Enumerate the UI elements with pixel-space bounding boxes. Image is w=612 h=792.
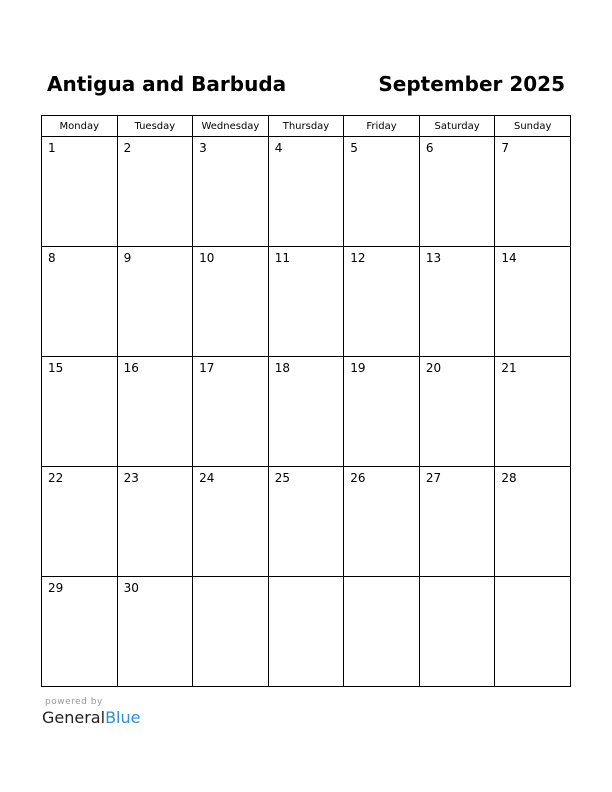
day-cell [193, 467, 269, 577]
calendar-grid [41, 115, 571, 687]
day-cell [495, 137, 571, 247]
day-number: 7 [501, 141, 510, 155]
day-number: 20 [425, 361, 442, 375]
day-number [495, 577, 570, 581]
weekday-header: Friday [344, 116, 420, 137]
day-cell [495, 577, 571, 687]
day-cell [117, 247, 193, 357]
day-cell [419, 577, 495, 687]
day-cell [344, 467, 420, 577]
day-number: 17 [199, 361, 215, 375]
day-number: 28 [501, 471, 517, 485]
day-number: 8 [48, 251, 56, 265]
day-cell [268, 357, 344, 467]
day-number: 19 [350, 361, 366, 375]
day-cell [117, 357, 193, 467]
day-cell [344, 357, 420, 467]
day-number: 10 [199, 251, 215, 265]
day-number: 1 [48, 141, 56, 155]
generalblue-logo[interactable] [42, 708, 140, 728]
day-number: 2 [123, 141, 132, 155]
day-cell [344, 247, 420, 357]
weekday-header-row [42, 116, 571, 137]
day-cell [495, 247, 571, 357]
weekday-header: Sunday [495, 116, 571, 137]
day-cell [42, 467, 118, 577]
day-number: 3 [199, 141, 207, 155]
day-cell [42, 247, 118, 357]
day-number [344, 577, 419, 581]
day-number: 27 [425, 471, 442, 485]
day-number: 26 [350, 471, 366, 485]
day-cell [344, 137, 420, 247]
day-cell [419, 357, 495, 467]
week-row [42, 247, 571, 357]
day-cell [495, 357, 571, 467]
weekday-header: Wednesday [193, 116, 269, 137]
day-number: 23 [123, 471, 139, 485]
day-number: 22 [48, 471, 64, 485]
logo-text-general: General [42, 708, 106, 727]
day-cell [419, 467, 495, 577]
month-year-title: September 2025 [378, 72, 565, 96]
day-number: 9 [123, 251, 132, 265]
week-row [42, 577, 571, 687]
day-number: 5 [350, 141, 358, 155]
day-cell [42, 577, 118, 687]
day-cell [268, 247, 344, 357]
day-number [269, 577, 344, 581]
day-number: 18 [274, 361, 290, 375]
day-number: 29 [48, 581, 64, 595]
day-number [420, 577, 495, 581]
weekday-header: Thursday [268, 116, 344, 137]
day-cell [419, 137, 495, 247]
day-cell [495, 467, 571, 577]
day-cell [268, 467, 344, 577]
day-number: 6 [425, 141, 434, 155]
powered-by-label: powered by [45, 697, 103, 707]
day-number: 4 [274, 141, 283, 155]
day-cell [117, 137, 193, 247]
day-cell [193, 357, 269, 467]
day-number: 15 [48, 361, 64, 375]
week-row [42, 137, 571, 247]
week-row [42, 357, 571, 467]
week-row [42, 467, 571, 577]
day-number: 24 [199, 471, 215, 485]
day-cell [193, 247, 269, 357]
day-number: 21 [501, 361, 517, 375]
day-cell [42, 137, 118, 247]
day-number: 16 [123, 361, 139, 375]
weekday-header: Monday [42, 116, 118, 137]
day-cell [268, 137, 344, 247]
day-number: 12 [350, 251, 366, 265]
day-cell [419, 247, 495, 357]
day-cell [193, 577, 269, 687]
logo-text-blue: Blue [105, 708, 141, 727]
day-cell [42, 357, 118, 467]
weekday-header: Saturday [419, 116, 495, 137]
day-number: 13 [425, 251, 442, 265]
day-number: 11 [274, 251, 290, 265]
day-number: 30 [123, 581, 139, 595]
day-number: 25 [274, 471, 290, 485]
day-cell [117, 467, 193, 577]
day-cell [268, 577, 344, 687]
country-title: Antigua and Barbuda [47, 72, 287, 96]
weekday-header: Tuesday [117, 116, 193, 137]
day-number [193, 577, 268, 581]
day-number: 14 [501, 251, 517, 265]
day-cell [193, 137, 269, 247]
day-cell [344, 577, 420, 687]
day-cell [117, 577, 193, 687]
